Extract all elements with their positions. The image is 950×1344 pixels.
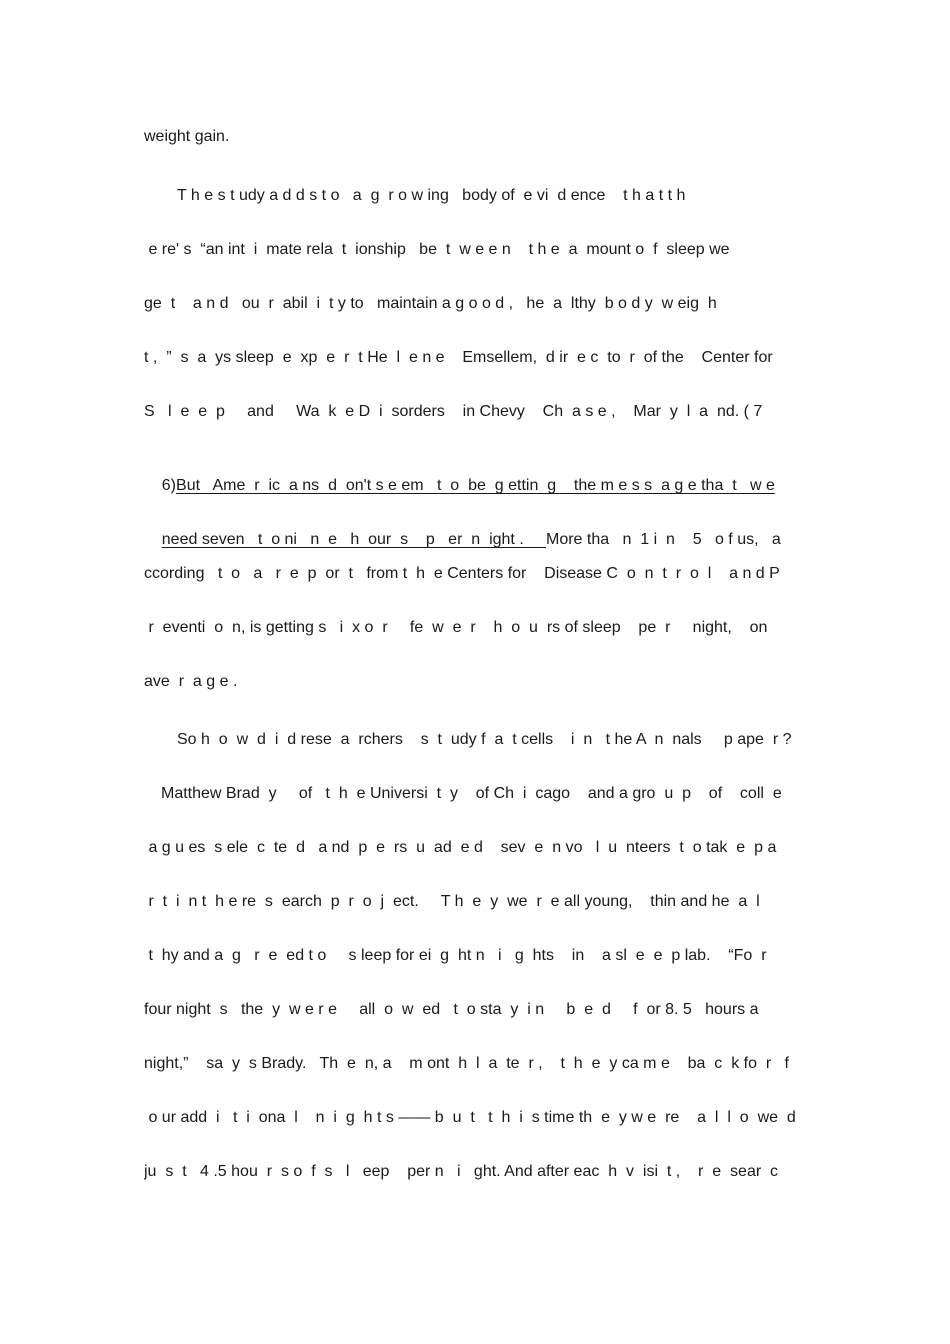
text-line-8 bbox=[144, 510, 806, 570]
text-line-11: ave r a g e . bbox=[144, 673, 238, 690]
line-7-prefix: 6) bbox=[161, 477, 177, 494]
text-line-18: night,” sa y s Brady. Th e n, a m ont h l a te r , t h e y ca m e ba c k fo r f bbox=[144, 1055, 789, 1072]
text-line-12: So h o w d i d rese a rchers s t udy f a t cells i n t he A n nals p ape r ? bbox=[177, 731, 792, 748]
text-line-15: r t i n t h e re s earch p r o j ect. T h e y we r e all young, thin and he a l bbox=[144, 893, 760, 910]
line-8-rest: More tha n 1 i n 5 o f us, a bbox=[545, 531, 781, 548]
text-line-5: t , ” s a ys sleep e xp e r t He l e n e Emsellem, d ir e c to r of the Center for bbox=[144, 349, 773, 366]
text-line-6: S l e e p and Wa k e D i sorders in Chevy Ch a s e , Mar y l a nd. ( 7 bbox=[144, 403, 763, 420]
text-line-2: T h e s t udy a d d s t o a g r o w ing body of e vi d ence t h a t t h bbox=[177, 187, 686, 204]
text-line-4: ge t a n d ou r abil i t y to maintain a g o o d , he a lthy b o d y w eig h bbox=[144, 295, 717, 312]
text-line-3: e re' s “an int i mate rela t ionship be t w e e n t h e a mount o f sleep we bbox=[144, 241, 730, 258]
text-line-16: t hy and a g r e ed t o s leep for ei g ht n i g hts in a sl e e p lab. “Fo r bbox=[144, 947, 767, 964]
text-line-20: ju s t 4 .5 hou r s o f s l eep per n i ght. And after eac h v isi t , r e sear c bbox=[144, 1163, 779, 1180]
text-line-19: o ur add i t i ona l n i g h t s —— b u t t h i s time th e y w e re a l l o we d bbox=[144, 1109, 796, 1126]
text-line-10: r eventi o n, is getting s i x o r fe w e r h o u rs of sleep pe r night, on bbox=[144, 619, 768, 636]
text-line-14: a g u es s ele c te d a nd p e rs u ad e d sev e n vo l u nteers t o tak e p a bbox=[144, 839, 777, 856]
text-line-9: ccording t o a r e p or t from t h e Centers for Disease C o n t r o l a n d P bbox=[144, 565, 780, 582]
underlined-sentence-part-1: But Ame r ic a ns d on't s e em t o be g ettin g the m e s s a g e tha t w e bbox=[176, 477, 775, 494]
underlined-sentence-part-2: need seven t o ni n e h our s p er n ight . bbox=[161, 531, 546, 548]
text-line-13: Matthew Brad y of t h e Universi t y of Ch i cago and a gro u p of coll e bbox=[161, 785, 782, 802]
text-line-7 bbox=[144, 456, 806, 516]
text-line-17: four night s the y w e r e all o w ed t o sta y i n b e d f or 8. 5 hours a bbox=[144, 1001, 759, 1018]
text-line-1: weight gain. bbox=[144, 128, 230, 145]
